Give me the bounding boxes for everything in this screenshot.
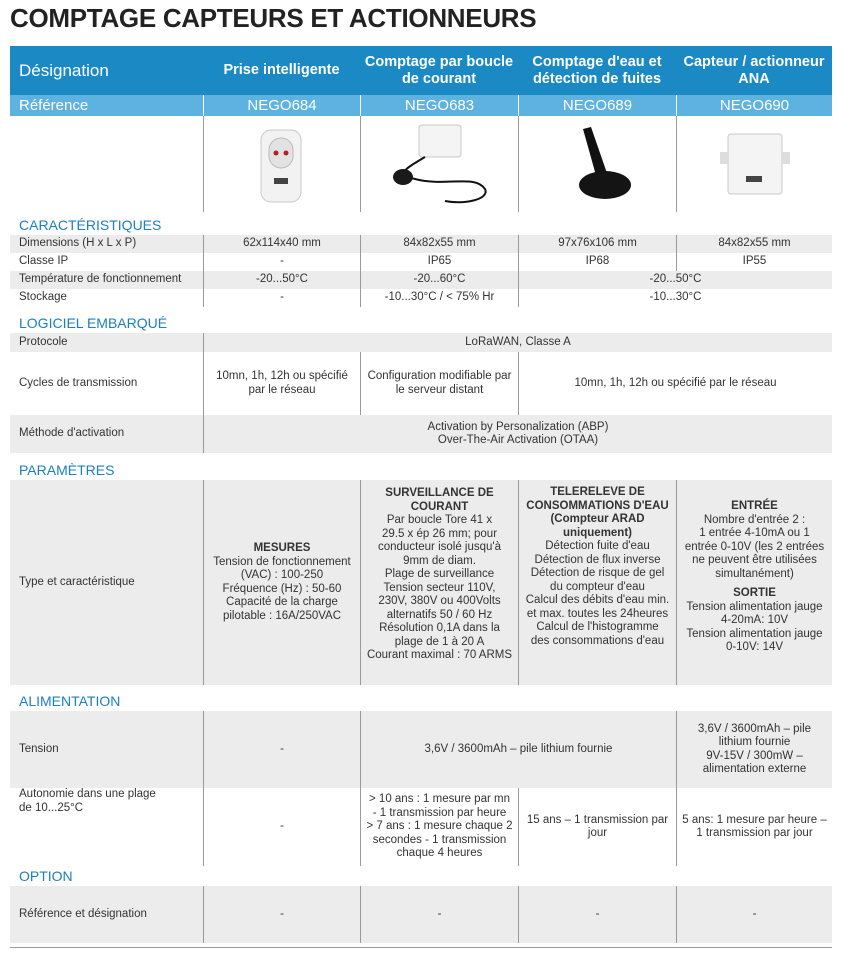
cell-line: > 10 ans : 1 mesure par mn xyxy=(369,793,510,806)
param-line: Plage de surveillance xyxy=(384,568,495,580)
param-line: Fréquence (Hz) : 50-60 xyxy=(222,582,342,595)
cell-value: -20...50°C xyxy=(203,271,360,289)
param-line: 4-20mA: 10V xyxy=(720,614,789,626)
param-line: 1 entrée 4-10mA ou 1 xyxy=(699,527,810,539)
row-label: Type et caractéristique xyxy=(19,575,135,588)
table-row xyxy=(10,253,832,271)
cell-value: - xyxy=(518,886,676,943)
table-row xyxy=(10,480,832,685)
cell-line: secondes - 1 transmission xyxy=(372,833,507,846)
param-line: Tension alimentation jauge xyxy=(686,600,823,613)
cell-value: - xyxy=(360,886,518,943)
param-title: CONSOMMATIONS D'EAU xyxy=(526,499,669,512)
cell-line: 5 ans: 1 mesure par heure – xyxy=(682,813,827,826)
table-bottom-border xyxy=(10,947,832,948)
cell-value: 84x82x55 mm xyxy=(676,235,832,253)
section-parametres: PARAMÈTRES xyxy=(19,462,115,478)
activation-abp: Activation by Personalization (ABP) xyxy=(427,420,609,433)
param-line: plage de 1 à 20 A xyxy=(394,635,485,648)
product-name: Comptage par boucle de courant xyxy=(364,53,514,87)
header-row xyxy=(10,46,832,95)
cell-line: - 1 transmission par heure xyxy=(372,806,507,819)
param-line: Détection de risque de gel xyxy=(530,567,665,579)
reference-row xyxy=(10,95,832,116)
param-title: COURANT xyxy=(410,500,469,513)
param-title: ENTRÉE xyxy=(731,500,778,512)
param-title: SORTIE xyxy=(733,587,776,599)
param-title: MESURES xyxy=(253,542,311,554)
product-name: Prise intelligente xyxy=(223,62,340,78)
cell-value: Configuration modifiable par le serveur distant xyxy=(360,352,518,415)
current-loop-sensor-image xyxy=(360,116,518,212)
row-label: Méthode d'activation xyxy=(19,427,125,440)
table-row xyxy=(10,235,832,253)
param-line: simultanément) xyxy=(715,567,794,580)
label-line: Autonomie dans une plage xyxy=(19,788,156,800)
table-row xyxy=(10,886,832,943)
param-line: des consommations d'eau xyxy=(530,634,665,647)
cell-value: IP65 xyxy=(360,253,518,271)
row-label: Dimensions (H x L x P) xyxy=(19,237,137,250)
label-line: de 10...25°C xyxy=(19,801,84,814)
cell-value: - xyxy=(203,886,360,943)
row-label: Cycles de transmission xyxy=(19,376,138,389)
row-label: Référence et désignation xyxy=(19,907,147,920)
param-line: Calcul de l'histogramme xyxy=(536,621,659,633)
param-line: et max. toutes les 24heures xyxy=(526,607,669,620)
cell-value xyxy=(360,480,518,685)
smart-plug-image xyxy=(203,116,360,212)
cell-value: 97x76x106 mm xyxy=(518,235,676,253)
param-line: Courant maximal : 70 ARMS xyxy=(366,649,513,661)
param-line: Tension de fonctionnement xyxy=(213,555,351,568)
row-label: Protocole xyxy=(19,335,68,348)
cell-value: IP55 xyxy=(676,253,832,271)
product-name: Capteur / actionneur ANA xyxy=(683,53,825,87)
cell-value: 62x114x40 mm xyxy=(203,235,360,253)
cell-value xyxy=(203,480,360,685)
cell-value: - xyxy=(676,886,832,943)
param-line: Détection fuite d'eau xyxy=(545,540,650,552)
cell-value xyxy=(360,788,518,866)
table-row xyxy=(10,415,832,453)
param-line: 230V, 380V ou 400Volts xyxy=(378,595,501,607)
page-title: COMPTAGE CAPTEURS ET ACTIONNEURS xyxy=(10,3,537,33)
param-line: 29.5 x ép 26 mm; pour xyxy=(381,527,498,540)
row-label xyxy=(10,788,203,866)
cell-line: chaque 4 heures xyxy=(396,847,483,860)
cell-line: alimentation externe xyxy=(702,763,807,775)
param-line: Résolution 0,1A dans la xyxy=(379,622,500,634)
section-option: OPTION xyxy=(19,868,73,884)
param-line: entrée 0-10V (les 2 entrées xyxy=(684,540,825,553)
param-line: Par boucle Tore 41 x xyxy=(386,514,493,526)
spec-table xyxy=(10,46,832,943)
cell-line: 1 transmission par jour xyxy=(696,827,813,839)
cell-value: - xyxy=(203,711,360,788)
table-row xyxy=(10,352,832,415)
param-line: 9mm de diam. xyxy=(403,554,476,567)
row-label: Stockage xyxy=(19,291,67,304)
cell-value: -20...50°C xyxy=(518,271,832,289)
cell-value xyxy=(676,711,832,788)
cell-line: jour xyxy=(587,827,608,839)
cell-value: - xyxy=(203,253,360,271)
reference-code: NEGO683 xyxy=(360,95,518,116)
cell-line: 15 ans – 1 transmission par xyxy=(526,813,669,826)
cell-value: -10...30°C xyxy=(518,289,832,307)
table-row xyxy=(10,271,832,289)
param-line: Calcul des débits d'eau min. xyxy=(525,594,670,606)
param-title: (Compteur ARAD xyxy=(550,513,645,525)
param-line: alternatifs 50 / 60 Hz xyxy=(386,608,493,621)
reference-code: NEGO690 xyxy=(676,95,832,116)
row-label: Tension xyxy=(19,742,59,755)
cell-value: 84x82x55 mm xyxy=(360,235,518,253)
cell-line: 3,6V / 3600mAh – pile xyxy=(697,722,812,735)
param-line: (VAC) : 100-250 xyxy=(240,569,324,581)
cell-value: LoRaWAN, Classe A xyxy=(203,333,832,352)
cell-value xyxy=(676,788,832,866)
reference-label: Référence xyxy=(19,96,89,114)
cell-line: 9V-15V / 300mW – xyxy=(706,749,803,762)
section-alimentation: ALIMENTATION xyxy=(19,693,121,709)
image-row xyxy=(10,116,832,212)
cell-value: 10mn, 1h, 12h ou spécifié par le réseau xyxy=(518,352,832,415)
table-row xyxy=(10,289,832,307)
reference-code: NEGO689 xyxy=(518,95,676,116)
ana-actuator-image xyxy=(676,116,832,212)
param-line: 0-10V: 14V xyxy=(725,641,784,653)
param-line: du compteur d'eau xyxy=(550,580,645,593)
row-label: Classe IP xyxy=(19,255,69,268)
cell-value xyxy=(676,480,832,685)
cell-value xyxy=(518,788,676,866)
param-line: Tension secteur 110V, xyxy=(383,581,496,594)
cell-value xyxy=(203,415,832,453)
param-line: Nombre d'entrée 2 : xyxy=(703,513,806,526)
table-row xyxy=(10,333,832,352)
table-row xyxy=(10,788,832,866)
cell-line: > 7 ans : 1 mesure chaque 2 xyxy=(366,820,513,833)
param-line: Tension alimentation jauge xyxy=(686,627,823,640)
cell-value: 10mn, 1h, 12h ou spécifié par le réseau xyxy=(203,352,360,415)
water-meter-sensor-image xyxy=(518,116,676,212)
designation-label: Désignation xyxy=(19,61,109,80)
cell-value: - xyxy=(203,289,360,307)
section-logiciel: LOGICIEL EMBARQUÉ xyxy=(19,315,168,331)
cell-value xyxy=(518,480,676,685)
activation-otaa: Over-The-Air Activation (OTAA) xyxy=(437,434,599,446)
param-title: TELERELEVE DE xyxy=(550,486,645,498)
param-line: conducteur isolé jusqu'à xyxy=(377,541,502,553)
param-line: Capacité de la charge xyxy=(226,596,338,608)
reference-code: NEGO684 xyxy=(203,95,360,116)
cell-value: IP68 xyxy=(518,253,676,271)
section-caracteristiques: CARACTÉRISTIQUES xyxy=(19,217,162,233)
cell-value: -20...60°C xyxy=(360,271,518,289)
param-line: pilotable : 16A/250VAC xyxy=(222,609,342,622)
product-name: Comptage d'eau et détection de fuites xyxy=(532,53,662,87)
param-title: uniquement) xyxy=(563,526,632,539)
row-label: Température de fonctionnement xyxy=(19,273,182,286)
cell-value: 3,6V / 3600mAh – pile lithium fournie xyxy=(360,711,676,788)
cell-value: - xyxy=(203,788,360,866)
cell-line: lithium fournie xyxy=(718,736,791,748)
param-line: ne peuvent être utilisées xyxy=(692,554,817,566)
cell-value: -10...30°C / < 75% Hr xyxy=(360,289,518,307)
param-title: SURVEILLANCE DE xyxy=(385,487,494,499)
table-row xyxy=(10,711,832,788)
param-line: Détection de flux inverse xyxy=(534,553,661,566)
